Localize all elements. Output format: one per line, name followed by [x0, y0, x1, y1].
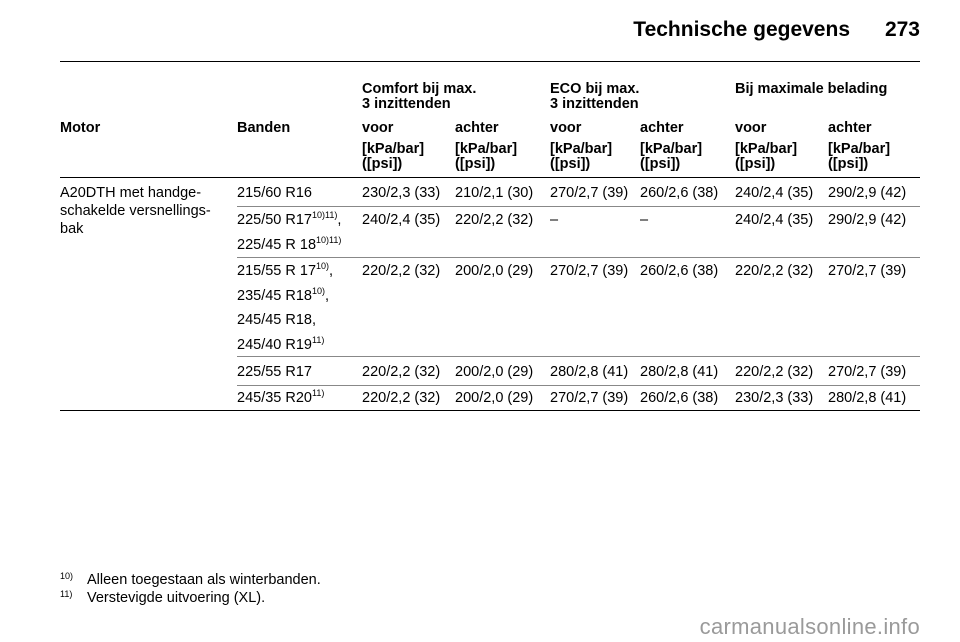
pressure-value: 220/2,2 (32) [362, 263, 441, 279]
pressure-value: 220/2,2 (32) [362, 364, 441, 380]
pressure-value: 270/2,7 (39) [550, 263, 629, 279]
pressure-value: 280/2,8 (41) [828, 390, 907, 406]
pressure-value: 210/2,1 (30) [455, 185, 534, 201]
group-header: Bij maximale belading [735, 81, 888, 97]
unit-header: [kPa/bar] ([psi]) [455, 141, 518, 172]
table-rule [237, 257, 920, 258]
pressure-value: 270/2,7 (39) [550, 390, 629, 406]
pressure-value: 200/2,0 (29) [455, 364, 534, 380]
tyre-size: 235/45 R18$^{10)}$, [237, 285, 330, 304]
pressure-value: 270/2,7 (39) [550, 185, 629, 201]
watermark: carmanualsonline.info [699, 614, 920, 639]
pressure-value: 260/2,6 (38) [640, 185, 719, 201]
pressure-value: 280/2,8 (41) [640, 364, 719, 380]
group-header: Comfort bij max. 3 inzittenden [362, 81, 477, 112]
tyre-size: 215/55 R 17$^{10)}$, [237, 261, 334, 279]
tyre-size: 225/50 $R17^{10)11)}$, [237, 210, 342, 228]
pressure-value: 240/2,4 (35) [362, 212, 441, 228]
footnote-11: 11) Verstevigde uitvoering (XL). [60, 589, 266, 606]
pressure-value: 240/2,4 (35) [735, 212, 814, 228]
unit-header: [kPa/bar] ([psi]) [362, 141, 425, 172]
unit-header: [kPa/bar] ([psi]) [735, 141, 798, 172]
pressure-value: 260/2,6 (38) [640, 263, 719, 279]
tyre-size: 225/45 R $18^{10)11)}$ [237, 234, 342, 253]
tyre-size: 245/35 R20$^{11)}$ [237, 388, 325, 406]
pressure-value: 240/2,4 (35) [735, 185, 814, 201]
unit-header: [kPa/bar] ([psi]) [640, 141, 703, 172]
table-rule [237, 385, 920, 386]
pressure-value: 270/2,7 (39) [828, 364, 907, 380]
group-header: ECO bij max. 3 inzittenden [550, 81, 640, 112]
top-rule [60, 61, 920, 62]
pressure-value: 200/2,0 (29) [455, 263, 534, 279]
column-header-achter: achter [455, 120, 499, 136]
column-header-voor: voor [550, 120, 582, 136]
tyre-size: 245/45 R18, [237, 312, 317, 328]
column-header-motor: Motor [60, 120, 101, 136]
column-header-banden: Banden [237, 120, 291, 136]
pressure-value: 230/2,3 (33) [735, 390, 814, 406]
pressure-value: 220/2,2 (32) [735, 364, 814, 380]
pressure-value: 280/2,8 (41) [550, 364, 629, 380]
pressure-value: 220/2,2 (32) [362, 390, 441, 406]
footnote-10: 10) Alleen toegestaan als winterbanden. [60, 571, 321, 588]
pressure-value: – [640, 212, 649, 228]
table-rule [60, 177, 920, 178]
pressure-value: 260/2,6 (38) [640, 390, 719, 406]
unit-header: [kPa/bar] ([psi]) [828, 141, 891, 172]
pressure-value: – [550, 212, 559, 228]
column-header-voor: voor [735, 120, 767, 136]
motor-cell: A20DTH met handge- schakelde versnellings- bak [60, 185, 211, 237]
page-title: Technische gegevens [633, 18, 850, 41]
pressure-value: 220/2,2 (32) [735, 263, 814, 279]
table-rule [237, 356, 920, 357]
table-rule [237, 206, 920, 207]
pressure-value: 290/2,9 (42) [828, 185, 907, 201]
tyre-size: 225/55 R17 [237, 364, 312, 380]
page-number: 273 [884, 18, 920, 41]
pressure-value: 290/2,9 (42) [828, 212, 907, 228]
tyre-size: 245/40 R19$^{11)}$ [237, 334, 325, 353]
column-header-achter: achter [640, 120, 684, 136]
pressure-value: 230/2,3 (33) [362, 185, 441, 201]
pressure-value: 220/2,2 (32) [455, 212, 534, 228]
pressure-value: 200/2,0 (29) [455, 390, 534, 406]
table-rule [60, 410, 920, 411]
pressure-value: 270/2,7 (39) [828, 263, 907, 279]
column-header-achter: achter [828, 120, 872, 136]
tyre-size: 215/60 R16 [237, 185, 312, 201]
column-header-voor: voor [362, 120, 394, 136]
unit-header: [kPa/bar] ([psi]) [550, 141, 613, 172]
